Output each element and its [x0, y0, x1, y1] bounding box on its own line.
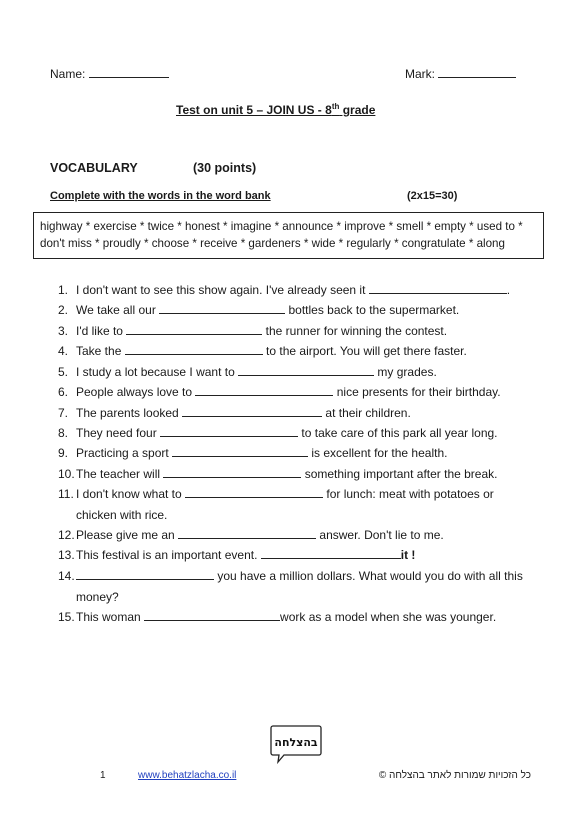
question-8: 8. They need four to take care of this park all year long.: [58, 426, 498, 440]
score: (2x15=30): [407, 190, 458, 202]
answer-blank[interactable]: [144, 610, 280, 621]
behatzlacha-logo: [270, 724, 322, 764]
name-field: [50, 67, 169, 81]
question-10: 10.The teacher will something important after the break.: [58, 467, 498, 481]
question-14: 14. you have a million dollars. What would you do with all this: [58, 569, 523, 583]
mark-field: [405, 67, 516, 81]
question-11-continuation: chicken with rice.: [76, 508, 168, 522]
question-4: 4. Take the to the airport. You will get there faster.: [58, 344, 467, 358]
answer-blank[interactable]: [159, 303, 285, 314]
answer-blank[interactable]: [369, 283, 507, 294]
answer-blank[interactable]: [182, 406, 322, 417]
question-5: 5. I study a lot because I want to my grades.: [58, 365, 437, 379]
question-15: 15.This woman work as a model when she was younger.: [58, 610, 497, 624]
section-heading: VOCABULARY: [50, 161, 138, 175]
mark-label: Mark:: [405, 67, 435, 81]
question-14-continuation: money?: [76, 590, 119, 604]
answer-blank[interactable]: [125, 344, 263, 355]
question-13: 13.This festival is an important event. it !: [58, 548, 416, 562]
question-2: 2. We take all our bottles back to the supermarket.: [58, 303, 460, 317]
answer-blank[interactable]: [126, 324, 262, 335]
answer-blank[interactable]: [178, 528, 316, 539]
instruction: Complete with the words in the word bank: [50, 190, 271, 202]
copyright-text: כל הזכויות שמורות לאתר בהצלחה ©: [378, 770, 531, 781]
answer-blank[interactable]: [185, 487, 323, 498]
answer-blank[interactable]: [163, 467, 301, 478]
answer-blank[interactable]: [195, 385, 333, 396]
name-label: Name:: [50, 67, 86, 81]
question-1: 1. I don't want to see this show again. I've already seen it .: [58, 283, 511, 297]
page-title: Test on unit 5 – JOIN US - 8th grade: [176, 102, 376, 117]
question-12: 12.Please give me an answer. Don't lie to me.: [58, 528, 444, 542]
answer-blank[interactable]: [76, 569, 214, 580]
section-points: (30 points): [193, 161, 257, 175]
question-3: 3. I'd like to the runner for winning the contest.: [58, 324, 448, 338]
name-blank[interactable]: [89, 67, 169, 78]
word-bank-line-1: highway * exercise * twice * honest * imagine * announce * improve * smell * empty * used to *: [40, 220, 523, 233]
question-6: 6. People always love to nice presents for their birthday.: [58, 385, 501, 399]
word-bank: [33, 212, 544, 259]
question-11: 11. I don't know what to for lunch: meat with potatoes or: [58, 487, 494, 501]
logo-text: בהצלחה: [274, 736, 318, 749]
mark-blank[interactable]: [438, 67, 516, 78]
question-7: 7. The parents looked at their children.: [58, 406, 411, 420]
page-number: 1: [100, 770, 106, 781]
answer-blank[interactable]: [172, 446, 308, 457]
answer-blank[interactable]: [238, 365, 374, 376]
site-link[interactable]: www.behatzlacha.co.il: [138, 770, 237, 781]
speech-bubble-logo-icon: [270, 724, 322, 764]
answer-blank[interactable]: [261, 548, 401, 559]
answer-blank[interactable]: [160, 426, 298, 437]
question-9: 9. Practicing a sport is excellent for the health.: [58, 446, 448, 460]
word-bank-line-2: don't miss * proudly * choose * receive * gardeners * wide * regularly * congratulate * along: [40, 237, 505, 250]
